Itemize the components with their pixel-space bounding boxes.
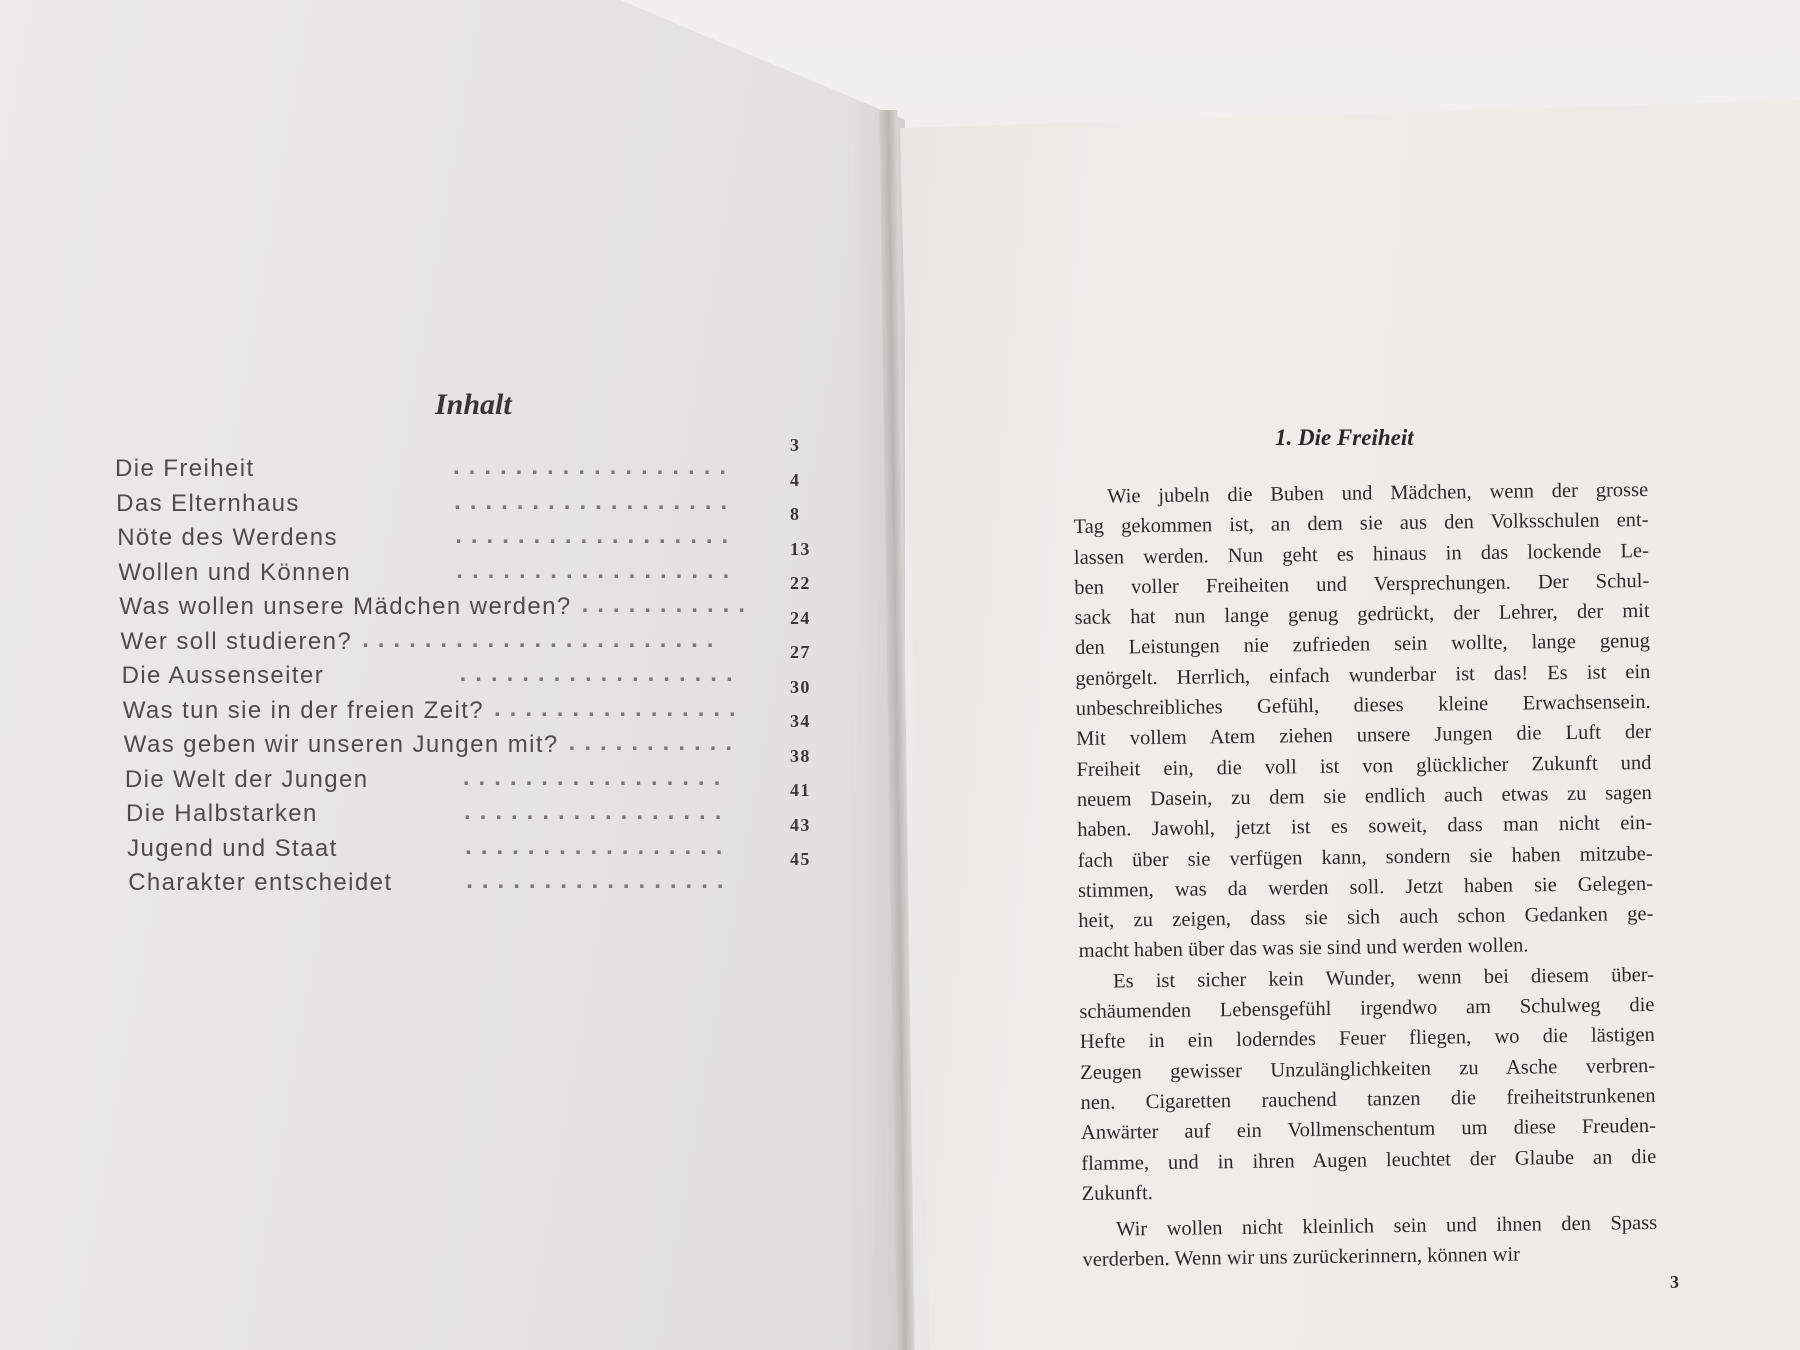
text-line: sack hat nun lange genug gedrückt, der Lehrer, der mit bbox=[1074, 600, 1650, 630]
text-line: Tag gekommen ist, an dem sie aus den Volksschulen ent- bbox=[1073, 509, 1649, 539]
toc-heading: Inhalt bbox=[435, 388, 512, 421]
text-line: verderben. Wenn wir uns zurückerinnern, können wir bbox=[1082, 1244, 1521, 1272]
toc-entry-page: 8 bbox=[789, 504, 801, 524]
toc-entry-title: Die Welt der Jungen bbox=[124, 765, 369, 793]
text-line: lassen werden. Nun geht es hinaus in das lockende Le- bbox=[1073, 539, 1650, 569]
toc-entry-page: 27 bbox=[789, 642, 811, 662]
text-line: schäumenden Lebensgefühl irgendwo am Schulweg die bbox=[1079, 993, 1655, 1024]
toc-entry-title: Wollen und Können bbox=[118, 558, 352, 586]
toc-entry-page: 13 bbox=[789, 538, 811, 559]
text-line: Zukunft. bbox=[1081, 1181, 1153, 1205]
toc-entry-page: 3 bbox=[790, 435, 801, 455]
toc-entry-title: Nöte des Werdens bbox=[117, 524, 338, 551]
toc-leader-dots: ....................... bbox=[362, 625, 723, 653]
text-line: neuem Dasein, zu dem sie endlich auch etwas zu sagen bbox=[1076, 781, 1652, 811]
toc-entry-page: 38 bbox=[789, 745, 811, 766]
text-line: den Leistungen nie zufrieden sein wollte, lange genug bbox=[1074, 630, 1651, 660]
toc-entry-title: Was geben wir unseren Jungen mit? bbox=[123, 731, 559, 758]
toc-leader-dots: .................. bbox=[456, 556, 739, 584]
text-line: genörgelt. Herrlich, einfach wunderbar ist das! Es ist ein bbox=[1075, 660, 1651, 690]
text-line: flamme, und in ihren Augen leuchtet der Glaube an die bbox=[1081, 1145, 1657, 1175]
text-line: heit, zu zeigen, dass sie sich auch schon Gedanken ge- bbox=[1078, 903, 1654, 933]
text-line: Anwärter auf ein Vollmenschentum um diese Freuden- bbox=[1080, 1115, 1657, 1145]
toc-entry-title: Charakter entscheidet bbox=[128, 869, 393, 896]
text-line: Wir wollen nicht kleinlich sein und ihnen den Spass bbox=[1116, 1212, 1658, 1241]
text-line: stimmen, was da werden soll. Jetzt haben sie Gelegen- bbox=[1077, 872, 1654, 902]
toc-leader-dots: ........... bbox=[568, 729, 742, 756]
page-number: 3 bbox=[1670, 1272, 1679, 1292]
toc-entry-page: 34 bbox=[789, 711, 811, 731]
text-line: Zeugen gewisser Unzulänglichkeiten zu Asche verbren- bbox=[1080, 1054, 1656, 1084]
toc-entry-title: Das Elternhaus bbox=[116, 489, 300, 517]
paragraph bbox=[1073, 475, 1654, 967]
text-line: ben voller Freiheiten und Versprechungen. Der Schul- bbox=[1074, 569, 1650, 599]
toc-entry-title: Jugend und Staat bbox=[127, 834, 338, 862]
toc-entry-title: Was tun sie in der freien Zeit? bbox=[122, 696, 485, 724]
text-line: unbeschreibliches Gefühl, dieses kleine Erwachsensein. bbox=[1075, 691, 1651, 721]
text-line: fach über sie verfügen kann, sondern sie haben mitzube- bbox=[1077, 842, 1653, 872]
text-line: haben. Jawohl, jetzt ist es soweit, dass man nicht ein- bbox=[1077, 812, 1653, 842]
text-line: nen. Cigaretten rauchend tanzen die freiheitstrunkenen bbox=[1080, 1084, 1656, 1114]
toc-entry-page: 45 bbox=[789, 849, 811, 869]
toc-entry-page: 43 bbox=[789, 814, 811, 835]
chapter-body bbox=[1073, 475, 1658, 1276]
chapter-title: 1. Die Freiheit bbox=[1275, 425, 1414, 450]
toc-leader-dots: .................. bbox=[459, 660, 742, 687]
toc-entry-title: Die Aussenseiter bbox=[121, 662, 325, 689]
toc-entry-title: Wer soll studieren? bbox=[120, 627, 353, 655]
toc-entry-title: Was wollen unsere Mädchen werden? bbox=[119, 593, 572, 620]
toc-entry-page: 22 bbox=[789, 573, 811, 593]
toc-leader-dots: ................. bbox=[464, 798, 731, 825]
toc-leader-dots: .................. bbox=[453, 453, 736, 480]
toc-leader-dots: .................. bbox=[454, 487, 737, 515]
text-line: Freiheit ein, die voll ist von glücklicher Zukunft und bbox=[1076, 751, 1652, 781]
toc-leader-dots: ................. bbox=[462, 763, 730, 791]
toc-entry-title: Die Freiheit bbox=[115, 455, 255, 482]
toc-entry-page: 30 bbox=[789, 676, 811, 697]
text-line: Es ist sicher kein Wunder, wenn bei diesem über- bbox=[1112, 963, 1655, 993]
toc-leader-dots: ................. bbox=[466, 867, 733, 894]
toc-leader-dots: ................. bbox=[465, 832, 732, 860]
paragraph bbox=[1082, 1208, 1658, 1276]
text-line: Hefte in ein loderndes Feuer fliegen, wo die lästigen bbox=[1079, 1024, 1655, 1054]
toc-entry-page: 4 bbox=[789, 469, 801, 490]
toc-entry-page: 24 bbox=[790, 607, 811, 628]
text-line: Mit vollem Atem ziehen unsere Jungen die Luft der bbox=[1076, 721, 1652, 751]
paragraph bbox=[1079, 960, 1657, 1209]
toc-leader-dots: ................ bbox=[494, 694, 745, 722]
toc-leader-dots: .................. bbox=[455, 522, 738, 549]
toc-entry-title: Die Halbstarken bbox=[126, 800, 318, 827]
text-line: macht haben über das was sie sind und werden wollen. bbox=[1078, 934, 1529, 963]
toc-entry-page: 41 bbox=[790, 780, 811, 800]
toc-leader-dots: ........... bbox=[581, 591, 754, 618]
text-line: Wie jubeln die Buben und Mädchen, wenn der grosse bbox=[1107, 478, 1649, 508]
